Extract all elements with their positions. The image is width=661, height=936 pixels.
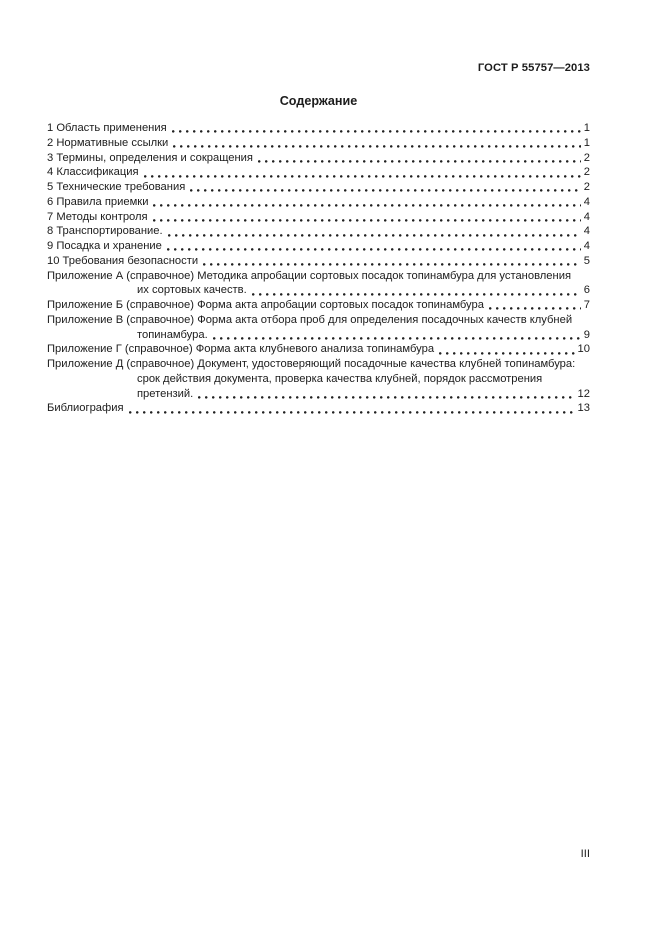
toc-entry-text: 1 Область применения	[47, 122, 167, 134]
toc-entry-text: 10 Требования безопасности	[47, 254, 199, 267]
toc-page-number: 4	[583, 210, 590, 223]
toc-line	[47, 401, 590, 416]
toc-page-number: 9	[583, 328, 590, 341]
toc-entry-text: топинамбура.	[137, 328, 208, 341]
toc-page-number: 2	[583, 181, 590, 193]
toc-line	[47, 224, 590, 239]
toc-page-number: 10	[577, 343, 590, 356]
toc-entry-text: Приложение Б (справочное) Форма акта апробации сортовых посадок топинамбура	[47, 299, 484, 311]
toc-page-number: 12	[577, 387, 590, 400]
toc-page-number: 2	[583, 151, 590, 164]
dot-leader	[153, 195, 580, 210]
toc-entry-text: 8 Транспортирование.	[47, 225, 163, 238]
toc-entry-text: 5 Технические требования	[47, 181, 186, 193]
toc-entry-text: Библиография	[47, 402, 124, 415]
toc-entry-text: срок действия документа, проверка качества клубней, порядок рассмотрения	[137, 372, 543, 385]
toc-entry-text: их сортовых качеств.	[137, 284, 247, 297]
dot-leader	[173, 136, 580, 151]
toc-page-number: 6	[583, 284, 590, 297]
toc-entry-text: 7 Методы контроля	[47, 210, 148, 223]
toc-entry-text: претензий.	[137, 387, 194, 400]
dot-leader	[144, 165, 581, 180]
dot-leader	[129, 401, 575, 416]
toc-line	[47, 121, 590, 136]
toc-page-number: 4	[583, 240, 590, 252]
toc-entry-text: Приложение А (справочное) Методика апробации сортовых посадок топинамбура для установления	[47, 269, 571, 282]
dot-leader	[258, 151, 581, 166]
dot-leader	[213, 328, 581, 343]
toc-entry-text: 4 Классификация	[47, 166, 139, 179]
toc-page-number: 7	[583, 299, 590, 311]
dot-leader	[190, 180, 581, 195]
toc-page-number: 4	[583, 225, 590, 238]
toc-line	[47, 195, 590, 210]
toc-page-number: 13	[577, 402, 590, 415]
dot-leader	[168, 224, 581, 239]
toc-page-number: 4	[583, 195, 590, 208]
doc-number: ГОСТ Р 55757—2013	[477, 62, 590, 74]
toc-entry-text: 2 Нормативные ссылки	[47, 136, 169, 149]
toc-line	[47, 151, 590, 166]
dot-leader	[167, 239, 581, 254]
toc-line	[47, 283, 590, 298]
page-title: Содержание	[279, 94, 358, 108]
toc-line	[47, 239, 590, 254]
toc-page-number: 1	[583, 122, 590, 134]
dot-leader	[439, 342, 575, 357]
toc-page-number: 5	[583, 254, 590, 267]
dot-leader	[153, 210, 581, 225]
toc-page-number: 2	[583, 166, 590, 179]
toc-line	[47, 328, 590, 343]
toc-line	[47, 357, 590, 372]
dot-leader	[172, 121, 581, 136]
toc-line	[47, 210, 590, 225]
toc-line	[47, 180, 590, 195]
toc-entry-text: 3 Термины, определения и сокращения	[47, 151, 253, 164]
toc-entry-text: Приложение В (справочное) Форма акта отбора проб для определения посадочных качеств клубней	[47, 313, 573, 326]
toc-line	[47, 165, 590, 180]
dot-leader	[489, 298, 581, 313]
toc-line	[47, 254, 590, 269]
toc-line	[47, 313, 590, 328]
toc-line	[47, 269, 590, 284]
table-of-contents	[47, 121, 590, 416]
dot-leader	[203, 254, 581, 269]
dot-leader	[252, 283, 581, 298]
toc-line	[47, 136, 590, 151]
toc-entry-text: Приложение Д (справочное) Документ, удостоверяющий посадочные качества клубней топинамбура:	[47, 358, 576, 370]
toc-line	[47, 298, 590, 313]
dot-leader	[198, 387, 574, 402]
toc-line	[47, 387, 590, 402]
toc-entry-text: 6 Правила приемки	[47, 195, 149, 208]
folio-page-number: III	[580, 848, 590, 860]
toc-page-number: 1	[583, 136, 590, 149]
toc-line	[47, 372, 590, 387]
toc-line	[47, 342, 590, 357]
toc-entry-text: 9 Посадка и хранение	[47, 240, 162, 252]
toc-entry-text: Приложение Г (справочное) Форма акта клубневого анализа топинамбура	[47, 343, 435, 356]
